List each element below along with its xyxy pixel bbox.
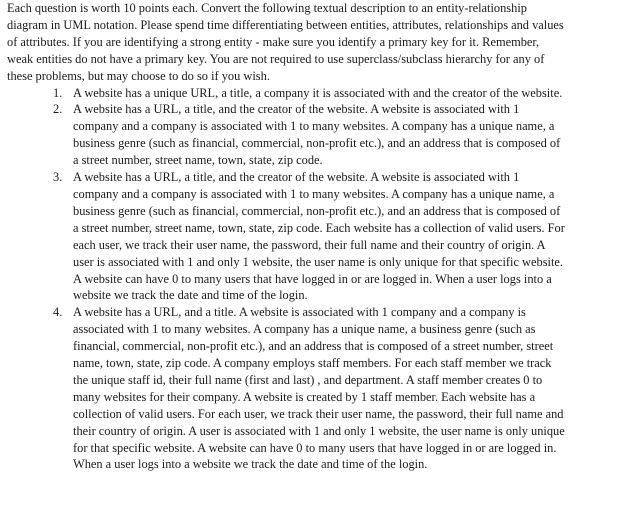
question-text: A website has a URL, a title, and the creator of the website. A website is associated with 1 company and a company is associated with 1 to many websites. A company has a unique name, a business genre (such as financial, commercial, non-profit etc.), and an address that is composed of a street number, street name, town, state, zip code. Each website has a collection of valid users. For each user, we track their user name, the password, their full name and their country of origin. A user is associated with 1 and only 1 website, the user name is only unique for that specific website. A website can have 0 to many users that have logged in or are logged in. When a user logs into a website we track the date and time of the login.	[73, 170, 565, 303]
question-list	[7, 85, 567, 474]
question-number: 2.	[53, 102, 63, 117]
question-item	[7, 101, 567, 169]
question-text: A website has a URL, a title, and the creator of the website. A website is associated with 1 company and a company is associated with 1 to many websites. A company has a unique name, a business genre (such as financial, commercial, non-profit etc.), and an address that is composed of a street number, street name, town, state, zip code.	[73, 102, 561, 168]
question-number: 1.	[53, 85, 63, 100]
question-text: A website has a unique URL, a title, a company it is associated with and the creator of the website.	[73, 85, 563, 100]
question-item	[7, 304, 567, 473]
question-text: A website has a URL, and a title. A website is associated with 1 company and a company is associated with 1 to many websites. A company has a unique name, a business genre (such as financial, commercial, non-profit etc.), and an address that is composed of a street number, street name, town, state, zip code. A company employs staff members. For each staff member we track the unique staff id, their full name (first and last) , and department. A staff member creates 0 to many websites for their company. A website is created by 1 staff member. Each website has a collection of valid users. For each user, we track their user name, the password, their full name and their country of origin. A user is associated with 1 and only 1 website, the user name is only unique for that specific website. A website can have 0 to many users that have logged in or are logged in. When a user logs into a website we track the date and time of the login.	[73, 305, 565, 472]
assignment-document	[7, 0, 567, 473]
question-item	[7, 85, 567, 102]
question-number: 3.	[53, 170, 63, 185]
question-number: 4.	[53, 305, 63, 320]
question-item	[7, 169, 567, 304]
instructions-paragraph: Each question is worth 10 points each. Convert the following textual description to an entity-relationship diagram in UML notation. Please spend time differentiating between entities, attributes, relationships and values of attributes. If you are identifying a strong entity - make sure you identify a primary key for it. Remember, weak entities do not have a primary key. You are not required to use superclass/subclass hierarchy for any of these problems, but may choose to do so if you wish.	[7, 1, 564, 83]
